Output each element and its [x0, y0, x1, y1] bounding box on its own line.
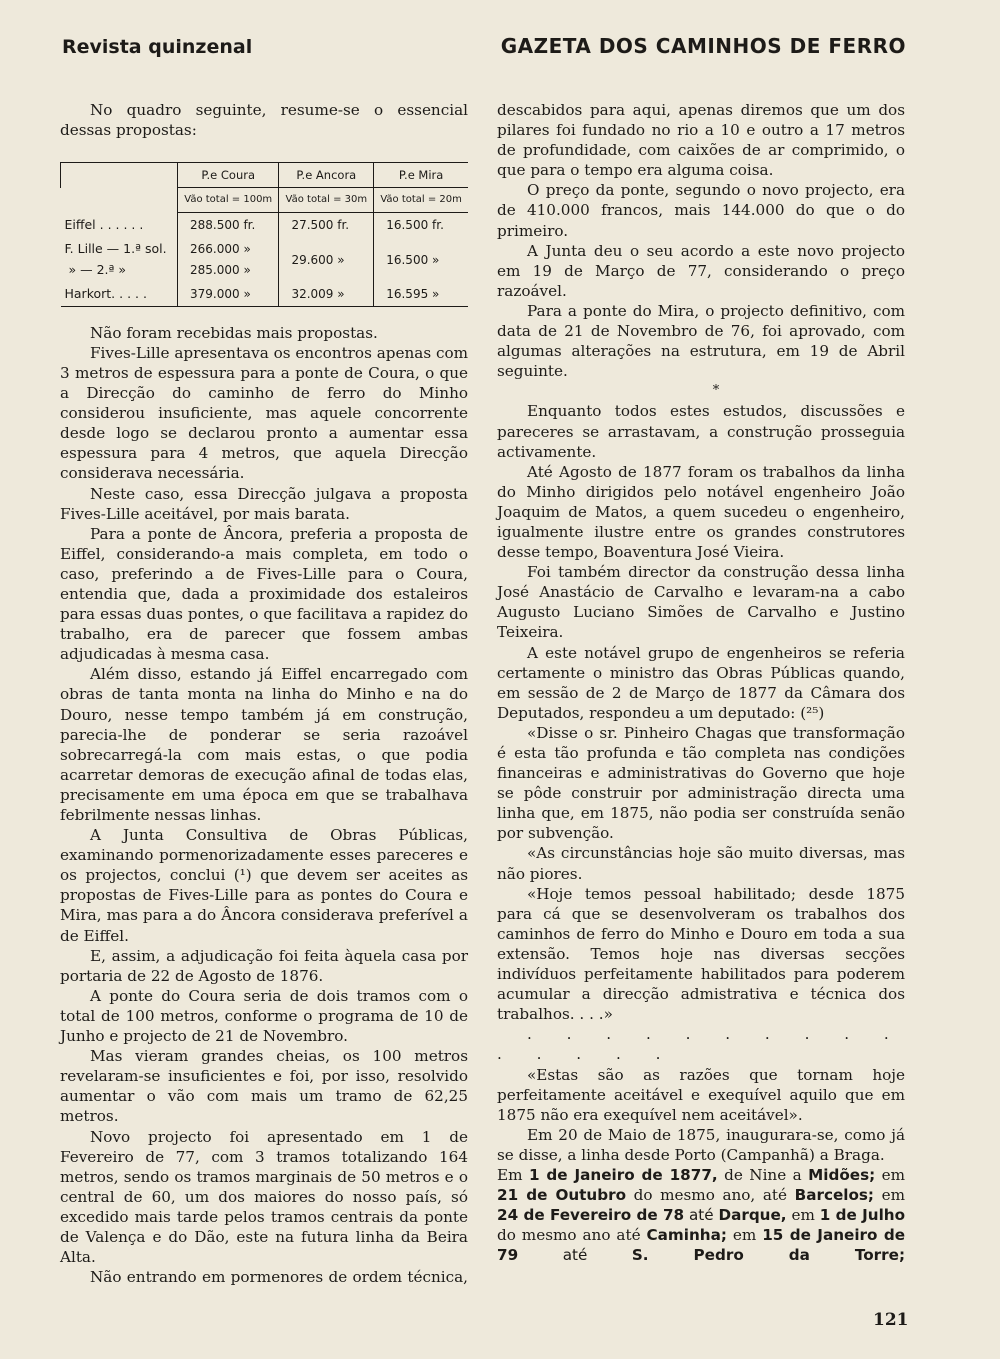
table-row: [61, 282, 469, 307]
cell-mira: 16.595 »: [374, 282, 468, 307]
date-highlight: 1 de Julho: [819, 1206, 906, 1225]
place-highlight: Midões;: [808, 1165, 876, 1184]
paragraph: Mas vieram grandes cheias, os 100 metros revelaram-se insuficientes e foi, por isso, resolvido aumentar o vão com mais um tramo de 62,25 metros.: [60, 1047, 468, 1126]
quote-paragraph: «Disse o sr. Pinheiro Chagas que transformação é esta tão profunda e tão completa nas condições financeiras e administrativas do Governo que hoje se pôde construir por administração directa uma linha que, em 1875, não podia ser construída senão por subvenção.: [497, 723, 905, 843]
date-highlight: 24 de Fevereiro de 78: [497, 1206, 685, 1225]
paragraph: Não foram recebidas mais propostas.: [90, 323, 378, 342]
paragraph: descabidos para aqui, apenas diremos que um dos pilares foi fundado no rio a 10 e outro a 17 metros de profundidade, com caixões de ar comprimido, o que para o tempo era alguma coisa.: [497, 101, 905, 180]
paragraph: A este notável grupo de engenheiros se referia certamente o ministro das Obras Públicas quando, em sessão de 2 de Março de 1877 da Câmara dos Deputados, respondeu a um deputado: (²⁵): [497, 643, 905, 722]
place-highlight: S. Pedro da Torre;: [631, 1246, 906, 1265]
left-column: [60, 100, 468, 1287]
right-column: [497, 100, 905, 1265]
paragraph: Em 20 de Maio de 1875, inaugurara-se, como já se disse, a linha desde Porto (Campanhã) a Braga.: [497, 1125, 905, 1164]
table-row: [61, 237, 469, 259]
table-subheader-ancora: Vão total = 30m: [279, 188, 374, 213]
paragraph: Além disso, estando já Eiffel encarregado com obras de tanta monta na linha do Minho e na do Douro, nesse tempo também já em construção, parecia-lhe de ponderar se seria razoável sobrecarregá-la com mais estas, o que podia acarretar demoras de execução afinal de todas elas, precisamente em uma época em que se trabalhava febrilmente nessas linhas.: [60, 665, 468, 824]
quote-paragraph: «As circunstâncias hoje são muito diversas, mas não piores.: [497, 844, 905, 883]
place-highlight: Caminha;: [646, 1226, 727, 1245]
cell-coura: 379.000 »: [178, 282, 279, 307]
paragraph: Até Agosto de 1877 foram os trabalhos da linha do Minho dirigidos pelo notável engenheiro João Joaquim de Matos, a quem sucedeu o engenheiro, igualmente ilustre entre os grandes construtores desse tempo, Boaventura José Vieira.: [497, 462, 905, 562]
paragraph: Foi também director da construção dessa linha José Anastácio de Carvalho e levaram-na a cabo Augusto Luciano Simões de Carvalho e Justino Teixeira.: [497, 563, 905, 642]
cell-coura: 285.000 »: [178, 260, 279, 282]
paragraph: A ponte do Coura seria de dois tramos com o total de 100 metros, conforme o programa de 10 de Junho e projecto de 21 de Novembro.: [60, 986, 468, 1046]
paragraph: Fives-Lille apresentava os encontros apenas com 3 metros de espessura para a ponte de Coura, o que a Direcção do caminho de ferro do Minho considerou insuficiente, mas aquele concorrente desde logo se declarou pronto a aumentar essa espessura para 4 metros, que aquela Direcção considerava necessária.: [60, 343, 468, 483]
place-highlight: Barcelos;: [794, 1186, 874, 1205]
inauguration-dates-paragraph: Em 1 de Janeiro de 1877, de Nine a Midões; em 21 de Outubro do mesmo ano, até Barcelos; em 24 de Fevereiro de 78 até Darque, em 1 de Julho do mesmo ano até Caminha; em 15 de Janeiro de 79 até S. Pedro da Torre;: [497, 1165, 906, 1265]
date-highlight: 21 de Outubro: [497, 1186, 627, 1205]
table-header-mira: P.e Mira: [374, 163, 468, 188]
cell-ancora: 27.500 fr.: [279, 213, 374, 238]
row-label: » — 2.ª »: [68, 261, 127, 277]
paragraph: O preço da ponte, segundo o novo projecto, era de 410.000 francos, mais 144.000 do que o do primeiro.: [497, 181, 905, 240]
paragraph: Enquanto todos estes estudos, discussões e pareceres se arrastavam, a construção prosseguia activamente.: [497, 402, 905, 461]
paragraph: Neste caso, essa Direcção julgava a proposta Fives-Lille aceitável, por mais barata.: [60, 484, 468, 523]
proposals-table: [60, 162, 468, 307]
cell-mira: 16.500 »: [374, 237, 468, 281]
paragraph: Para a ponte de Âncora, preferia a proposta de Eiffel, considerando-a mais completa, em todo o caso, preferindo a de Fives-Lille para o Coura, entendia que, dada a proximidade dos estaleiros para essas duas pontes, o que facilitava a rapidez do trabalho, era de parecer que fossem ambas adjudicadas à mesma casa.: [60, 524, 468, 664]
table-row: [61, 213, 469, 238]
table-header-coura: P.e Coura: [178, 163, 279, 188]
paragraph: Novo projecto foi apresentado em 1 de Fevereiro de 77, com 3 tramos totalizando 164 metros, sendo os tramos marginais de 50 metros e o central de 60, um dos maiores do nosso país, só excedido mais tarde pelos tramos centrais da ponte de Valença e do Dão, este na futura linha da Beira Alta.: [60, 1127, 468, 1267]
journal-title: GAZETA DOS CAMINHOS DE FERRO: [500, 34, 906, 58]
page-number: 121: [873, 1310, 909, 1330]
row-label: F. Lille — 1.ª sol.: [64, 241, 167, 257]
paragraph: A Junta deu o seu acordo a este novo projecto em 19 de Março de 77, considerando o preço razoável.: [497, 241, 905, 300]
cell-ancora: 29.600 »: [279, 237, 374, 281]
cell-coura: 288.500 fr.: [178, 213, 279, 238]
section-separator: *: [712, 383, 720, 399]
table-subheader-coura: Vão total = 100m: [178, 188, 279, 213]
date-highlight: 1 de Janeiro de 1877,: [528, 1165, 718, 1184]
cell-mira: 16.500 fr.: [374, 213, 468, 238]
quote-paragraph: «Estas são as razões que tornam hoje perfeitamente aceitável e exequível aquilo que em 1875 não era exequível nem aceitável».: [497, 1065, 905, 1124]
cell-coura: 266.000 »: [178, 237, 279, 259]
table-subheader-mira: Vão total = 20m: [374, 188, 468, 213]
place-highlight: Darque,: [718, 1206, 787, 1225]
paragraph: Não entrando em pormenores de ordem técnica,: [90, 1268, 468, 1287]
row-label: Harkort. . . . .: [61, 282, 178, 307]
table-header-ancora: P.e Ancora: [279, 163, 374, 188]
paragraph: No quadro seguinte, resume-se o essencial dessas propostas:: [60, 101, 468, 140]
paragraph: E, assim, a adjudicação foi feita àquela casa por portaria de 22 de Agosto de 1876.: [60, 946, 468, 985]
journal-subtitle: Revista quinzenal: [62, 36, 253, 58]
ellipsis-line: . . . . . . . . . . . . . . .: [497, 1025, 904, 1064]
row-label: Eiffel . . . . . .: [64, 217, 144, 233]
paragraph: A Junta Consultiva de Obras Públicas, examinando pormenorizadamente esses pareceres e os projectos, conclui (¹) que devem ser aceites as propostas de Fives-Lille para as pontes do Coura e Mira, mas para a do Âncora considerava preferível a de Eiffel.: [60, 826, 468, 945]
quote-paragraph: «Hoje temos pessoal habilitado; desde 1875 para cá que se desenvolveram os trabalhos dos caminhos de ferro do Minho e Douro em toda a sua extensão. Temos hoje nas diversas secções indivíduos perfeitamente habilitados para poderem acumular a direcção admistrativa e técnica dos trabalhos. . . .»: [497, 884, 905, 1024]
date-highlight: 15 de Janeiro de 79: [497, 1226, 906, 1265]
paragraph: Para a ponte do Mira, o projecto definitivo, com data de 21 de Novembro de 76, foi aprovado, com algumas alterações na estrutura, em 19 de Abril seguinte.: [497, 301, 905, 381]
cell-ancora: 32.009 »: [279, 282, 374, 307]
